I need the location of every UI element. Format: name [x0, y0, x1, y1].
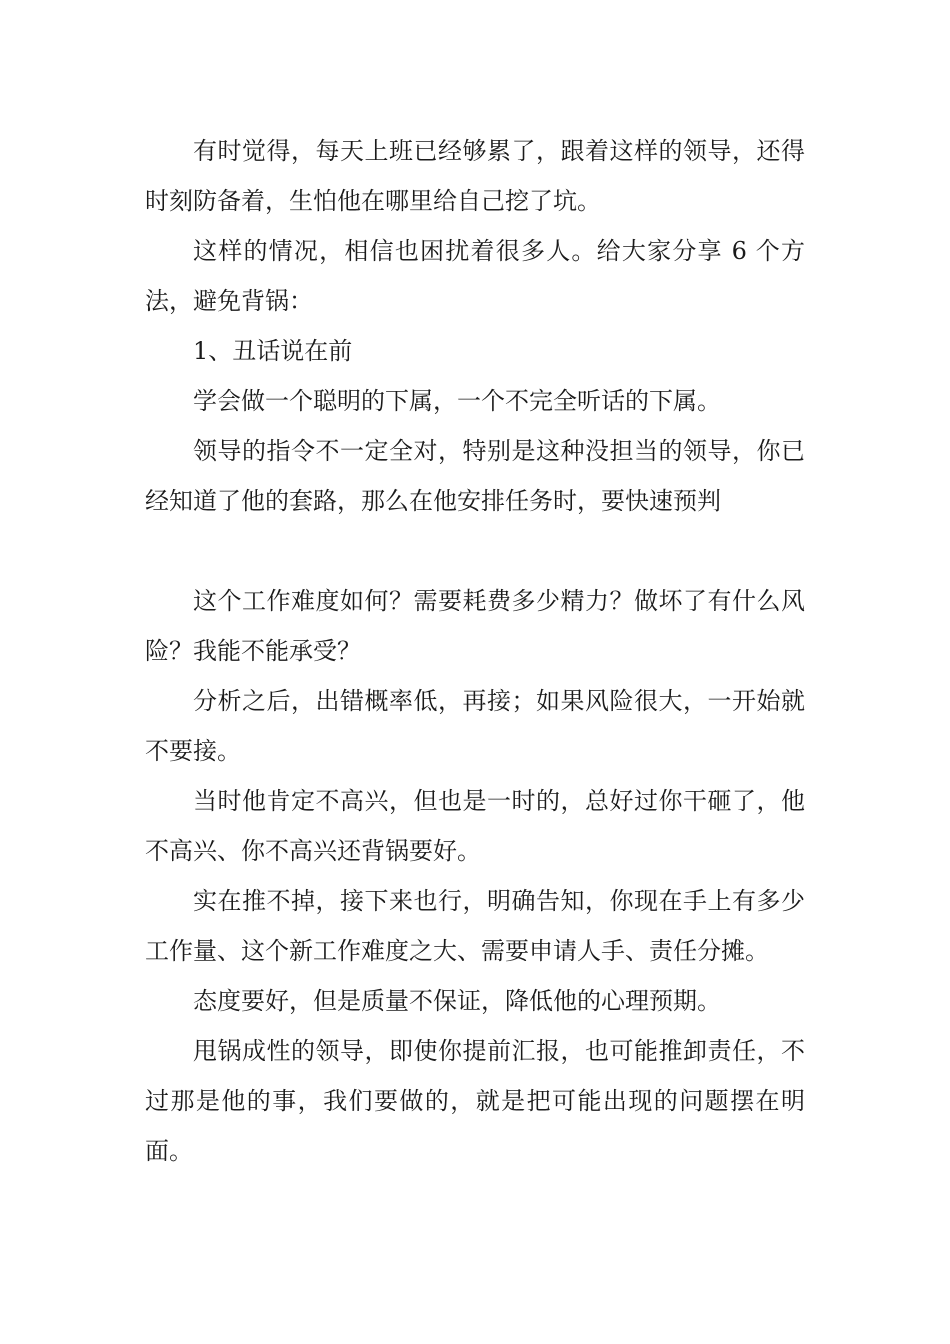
paragraph: 这个工作难度如何？需要耗费多少精力？做坏了有什么风险？我能不能承受？: [145, 587, 805, 665]
paragraph: 分析之后，出错概率低，再接；如果风险很大，一开始就不要接。: [145, 687, 805, 765]
paragraph: 这样的情况，相信也困扰着很多人。给大家分享 6 个方法，避免背锅：: [145, 237, 805, 315]
paragraph: 实在推不掉，接下来也行，明确告知，你现在手上有多少工作量、这个新工作难度之大、需要申请人手、责任分摊。: [145, 887, 805, 965]
paragraph: 甩锅成性的领导，即使你提前汇报，也可能推卸责任，不过那是他的事，我们要做的，就是把可能出现的问题摆在明面。: [145, 1037, 805, 1165]
paragraph: 学会做一个聪明的下属，一个不完全听话的下属。: [193, 387, 721, 415]
paragraph: 态度要好，但是质量不保证，降低他的心理预期。: [193, 987, 721, 1015]
text-section-top: [145, 126, 805, 526]
text-section-bottom: [145, 576, 805, 1176]
paragraph: 当时他肯定不高兴，但也是一时的，总好过你干砸了，他不高兴、你不高兴还背锅要好。: [145, 787, 805, 865]
paragraph: 有时觉得，每天上班已经够累了，跟着这样的领导，还得时刻防备着，生怕他在哪里给自己挖了坑。: [145, 137, 805, 215]
section-heading: 1、丑话说在前: [193, 337, 353, 365]
paragraph: 领导的指令不一定全对，特别是这种没担当的领导，你已经知道了他的套路，那么在他安排任务时，要快速预判: [145, 437, 805, 515]
